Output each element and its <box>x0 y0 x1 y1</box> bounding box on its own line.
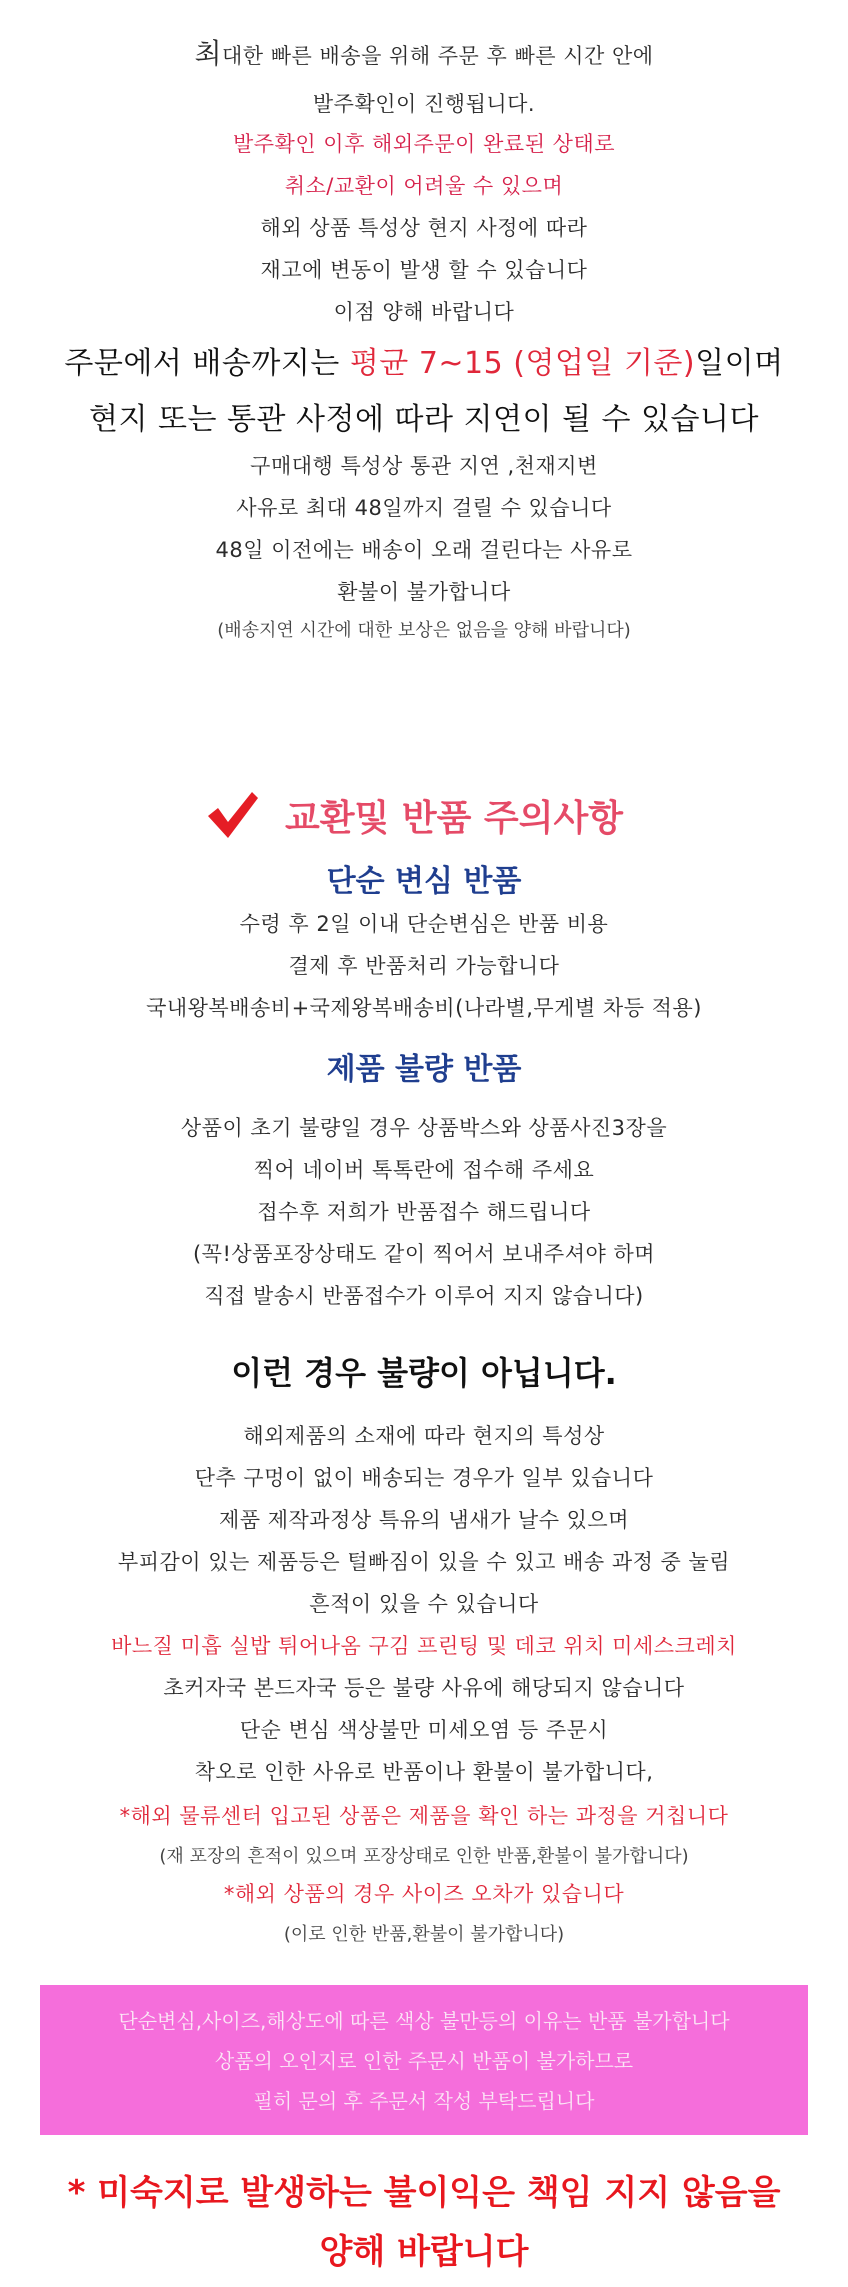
notice-line-9: 현지 또는 통관 사정에 따라 지연이 될 수 있습니다 <box>89 402 759 437</box>
simple-return-line-2: 결제 후 반품처리 가능합니다 <box>288 954 560 978</box>
size-notice: *해외 상품의 경우 사이즈 오차가 있습니다 <box>223 1882 625 1906</box>
more-line-2: 단순 변심 색상불만 미세오염 등 주문시 <box>239 1718 609 1742</box>
repack-notice: (재 포장의 흔적이 있으며 포장상태로 인한 반품,환불이 불가합니다) <box>159 1846 689 1867</box>
notice-line-12: 48일 이전에는 배송이 오래 걸린다는 사유로 <box>215 538 633 562</box>
defect-line-3: 접수후 저희가 반품접수 해드립니다 <box>257 1200 591 1224</box>
notice-line-8a: 주문에서 배송까지는 <box>64 346 350 381</box>
notice-line-4: 취소/교환이 어려울 수 있으며 <box>284 174 564 198</box>
notice-line-1 <box>0 32 848 72</box>
not-defect-line-5: 흔적이 있을 수 있습니다 <box>309 1592 539 1616</box>
not-defect-line-4: 부피감이 있는 제품등은 털빠짐이 있을 수 있고 배송 과정 중 눌림 <box>117 1550 731 1574</box>
notice-average-days: 평균 7~15 (영업일 기준) <box>349 346 696 381</box>
simple-return-line-1: 수령 후 2일 이내 단순변심은 반품 비용 <box>239 912 609 936</box>
notice-line-7: 이점 양해 바랍니다 <box>333 300 515 324</box>
pink-notice-box <box>40 1985 808 2135</box>
notice-line-10: 구매대행 특성상 통관 지연 ,천재지변 <box>250 454 598 478</box>
not-defect-line-1: 해외제품의 소재에 따라 현지의 특성상 <box>243 1424 605 1448</box>
notice-line-2: 발주확인이 진행됩니다. <box>312 92 536 116</box>
size-notice-sub: (이로 인한 반품,환불이 불가합니다) <box>283 1924 565 1945</box>
defect-line-2: 찍어 네이버 톡톡란에 접수해 주세요 <box>253 1158 595 1182</box>
not-defect-line-3: 제품 제작과정상 특유의 냄새가 날수 있으며 <box>218 1508 630 1532</box>
final-warning-line-2: 양해 바랍니다 <box>319 2232 529 2272</box>
notice-line-14: (배송지연 시간에 대한 보상은 없음을 양해 바랍니다) <box>217 620 631 641</box>
notice-line-1-text: 대한 빠른 배송을 위해 주문 후 빠른 시간 안에 <box>222 44 654 68</box>
notice-line-3: 발주확인 이후 해외주문이 완료된 상태로 <box>232 132 616 156</box>
more-line-1: 초커자국 본드자국 등은 불량 사유에 해당되지 않습니다 <box>163 1676 685 1700</box>
pink-box-line-1: 단순변심,사이즈,해상도에 따른 색상 불만등의 이유는 반품 불가합니다 <box>118 2009 730 2033</box>
final-warning-line-1: * 미숙지로 발생하는 불이익은 책임 지지 않음을 <box>67 2173 781 2213</box>
defect-line-1: 상품이 초기 불량일 경우 상품박스와 상품사진3장을 <box>180 1116 668 1140</box>
defect-line-5: 직접 발송시 반품접수가 이루어 지지 않습니다) <box>204 1284 644 1308</box>
defect-return-title: 제품 불량 반품 <box>326 1052 522 1087</box>
notice-line-11: 사유로 최대 48일까지 걸릴 수 있습니다 <box>236 496 612 520</box>
more-line-3: 착오로 인한 사유로 반품이나 환불이 불가합니다, <box>194 1760 654 1784</box>
pink-box-line-3: 필히 문의 후 주문서 작성 부탁드립니다 <box>253 2089 595 2113</box>
not-defect-red-line: 바느질 미흡 실밥 튀어나옴 구김 프린팅 및 데코 위치 미세스크레치 <box>111 1634 737 1658</box>
pink-box-line-2: 상품의 오인지로 인한 주문시 반품이 불가하므로 <box>214 2049 634 2073</box>
warehouse-notice: *해외 물류센터 입고된 상품은 제품을 확인 하는 과정을 거칩니다 <box>119 1804 729 1828</box>
notice-line-8c: 일이며 <box>695 346 784 381</box>
not-defect-title: 이런 경우 불량이 아닙니다. <box>231 1354 617 1392</box>
simple-return-line-3: 국내왕복배송비+국제왕복배송비(나라별,무게별 차등 적용) <box>146 996 702 1020</box>
simple-return-title: 단순 변심 반품 <box>326 864 522 899</box>
not-defect-line-2: 단추 구멍이 없이 배송되는 경우가 일부 있습니다 <box>194 1466 654 1490</box>
notice-line-8 <box>0 338 848 382</box>
notice-line-13: 환불이 불가합니다 <box>337 580 511 604</box>
exchange-heading: 교환및 반품 주의사항 <box>284 798 624 839</box>
notice-first-char: 최 <box>194 37 222 70</box>
notice-line-5: 해외 상품 특성상 현지 사정에 따라 <box>260 216 588 240</box>
defect-line-4: (꼭!상품포장상태도 같이 찍어서 보내주셔야 하며 <box>192 1242 656 1266</box>
notice-line-6: 재고에 변동이 발생 할 수 있습니다 <box>260 258 588 282</box>
